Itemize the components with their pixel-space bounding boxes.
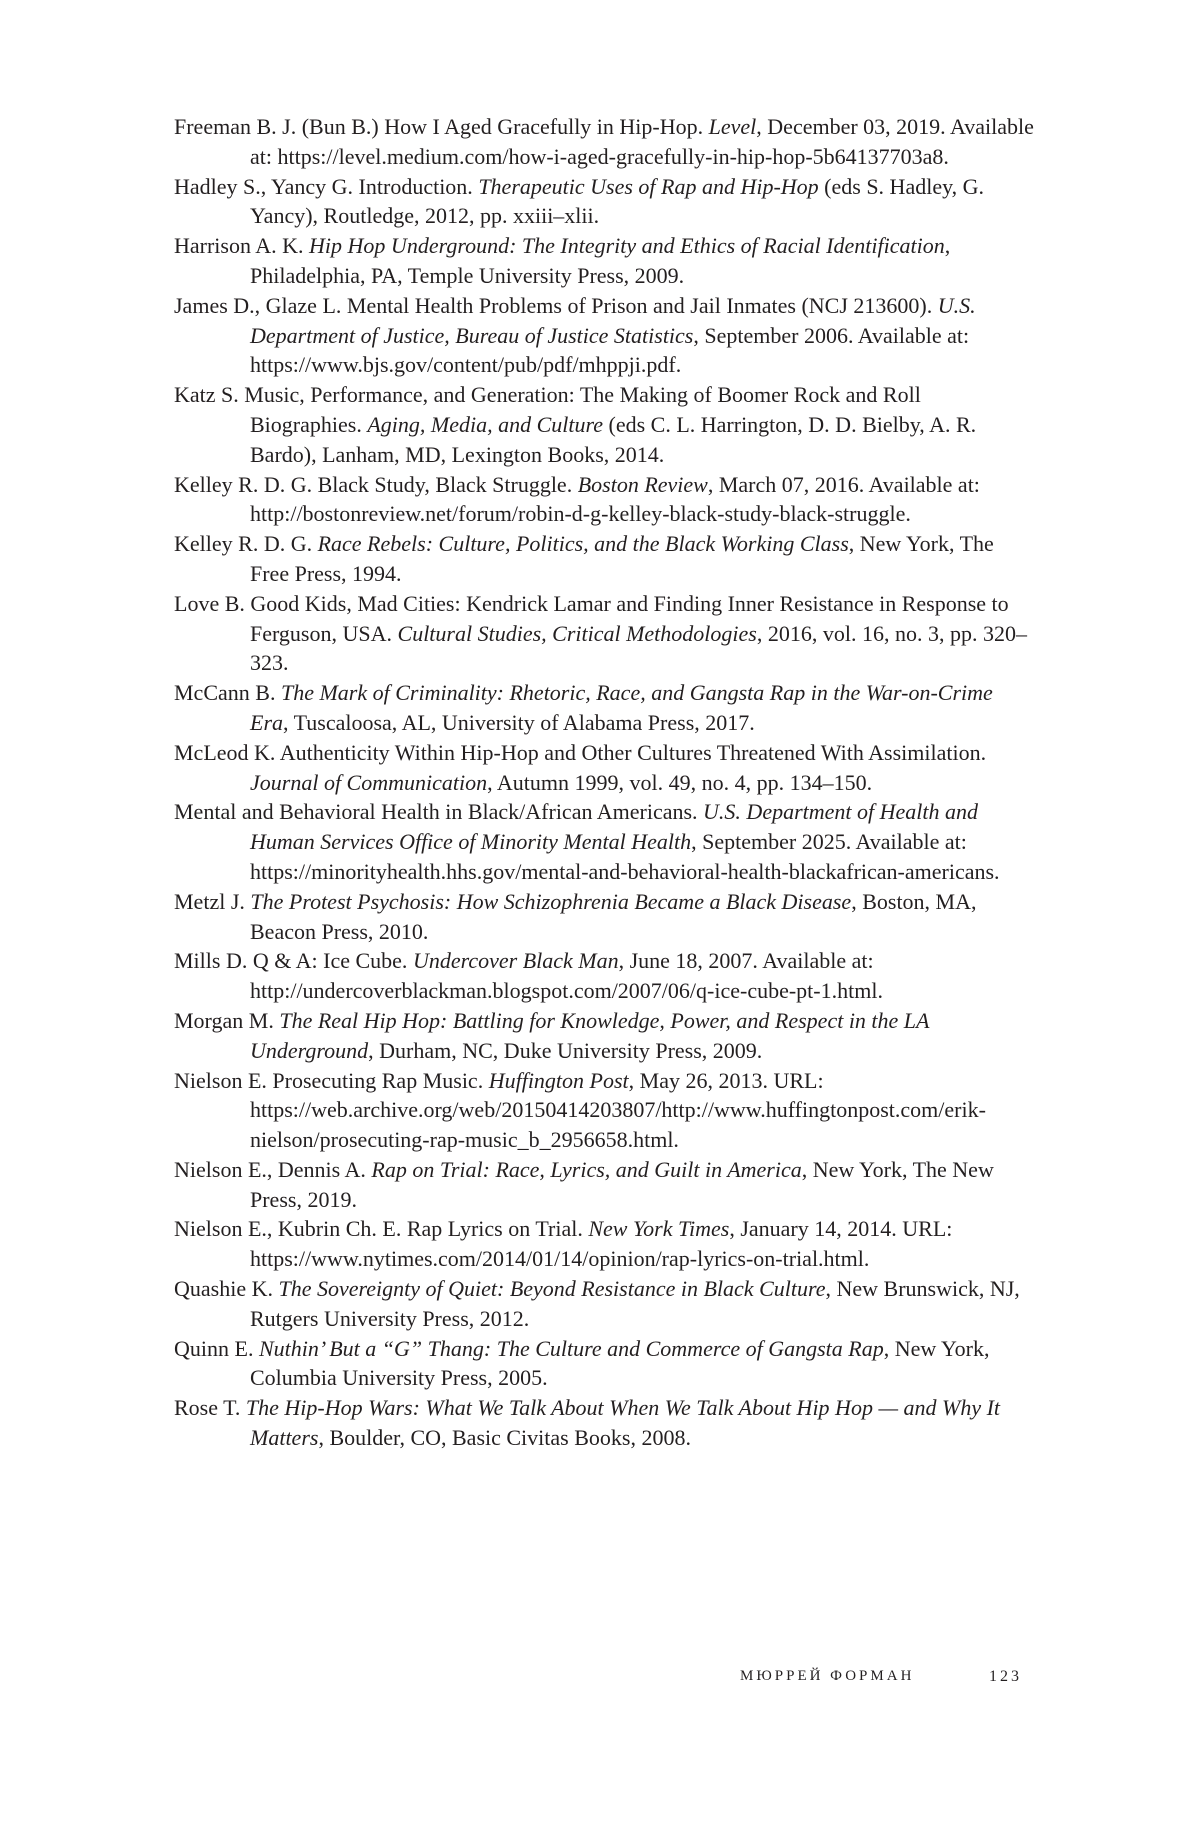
reference-text: Quashie K. bbox=[174, 1276, 279, 1302]
reference-text: Rose T. bbox=[174, 1395, 246, 1421]
reference-text: Quinn E. bbox=[174, 1335, 259, 1361]
reference-title: New York Times bbox=[588, 1216, 730, 1242]
reference-details: , New York, The Free Press, 1994. bbox=[250, 531, 994, 586]
reference-details: , Boulder, CO, Basic Civitas Books, 2008. bbox=[318, 1425, 691, 1451]
reference-entry bbox=[174, 529, 1036, 589]
reference-title: Race Rebels: Culture, Politics, and the Black Working Class bbox=[317, 531, 849, 557]
reference-text: James D., Glaze L. Mental Health Problems of Prison and Jail Inmates (NCJ 213600). bbox=[174, 292, 938, 318]
reference-details: , Boston, MA, Beacon Press, 2010. bbox=[250, 888, 977, 944]
running-footer-author: МЮРРЕЙ ФОРМАН bbox=[740, 1668, 915, 1684]
reference-entry bbox=[174, 231, 1036, 291]
reference-title: Journal of Communication bbox=[250, 769, 488, 795]
reference-title: Nuthin’ But a “G” Thang: The Culture and Commerce of Gangsta Rap bbox=[258, 1335, 884, 1361]
reference-entry bbox=[174, 1006, 1036, 1066]
reference-text: McLeod K. Authenticity Within Hip-Hop and Other Cultures Threatened With Assimilation. bbox=[174, 739, 987, 765]
reference-title: Boston Review bbox=[577, 471, 708, 497]
reference-details: , September 2025. Available at: https://minorityhealth.hhs.gov/mental-and-behavioral-health-blackafrican-americans. bbox=[250, 829, 1000, 884]
reference-text: Love B. Good Kids, Mad Cities: Kendrick Lamar and Finding Inner Resistance in Response to Ferguson, USA. bbox=[174, 590, 1009, 646]
reference-title: U.S. Department of Justice, Bureau of Justice Statistics bbox=[250, 292, 976, 348]
reference-entry bbox=[174, 797, 1036, 886]
reference-details: , Philadelphia, PA, Temple University Press, 2009. bbox=[250, 233, 951, 288]
reference-text: Morgan M. bbox=[174, 1007, 280, 1033]
reference-details: , New York, The New Press, 2019. bbox=[250, 1156, 994, 1212]
reference-details: , Tuscaloosa, AL, University of Alabama Press, 2017. bbox=[283, 709, 755, 735]
reference-details: , May 26, 2013. URL: https://web.archive.org/web/20150414203807/http://www.huffingtonpost.com/erik-nielson/prosecuting-rap-music_b_2956658.html. bbox=[250, 1067, 986, 1153]
reference-text: Harrison A. K. bbox=[174, 233, 310, 259]
page-footer bbox=[740, 1668, 1040, 1698]
reference-text: Nielson E. Prosecuting Rap Music. bbox=[174, 1067, 489, 1093]
reference-details: , March 07, 2016. Available at: http://bostonreview.net/forum/robin-d-g-kelley-black-study-black-struggle. bbox=[250, 471, 980, 527]
reference-entry bbox=[174, 887, 1036, 947]
reference-details: , Durham, NC, Duke University Press, 2009. bbox=[368, 1037, 763, 1063]
reference-text: Katz S. Music, Performance, and Generation: The Making of Boomer Rock and Roll Biographies. bbox=[174, 382, 921, 437]
reference-title: The Sovereignty of Quiet: Beyond Resistance in Black Culture bbox=[278, 1276, 826, 1302]
reference-text: Nielson E., Dennis A. bbox=[174, 1156, 372, 1182]
reference-title: U.S. Department of Health and Human Services Office of Minority Mental Health bbox=[250, 799, 979, 855]
page-number: 123 bbox=[989, 1668, 1022, 1685]
reference-title: Huffington Post bbox=[488, 1067, 629, 1093]
reference-text: Nielson E., Kubrin Ch. E. Rap Lyrics on Trial. bbox=[174, 1216, 589, 1242]
reference-text: Freeman B. J. (Bun B.) How I Aged Gracefully in Hip-Hop. bbox=[174, 114, 709, 139]
reference-details: (eds S. Hadley, G. Yancy), Routledge, 2012, pp. xxiii–xlii. bbox=[250, 173, 985, 229]
reference-details: , January 14, 2014. URL: https://www.nytimes.com/2014/01/14/opinion/rap-lyrics-on-trial.html. bbox=[250, 1216, 953, 1272]
reference-details: , New Brunswick, NJ, Rutgers University Press, 2012. bbox=[250, 1276, 1020, 1331]
reference-text: Hadley S., Yancy G. Introduction. bbox=[174, 173, 479, 199]
reference-details: , September 2006. Available at: https://www.bjs.gov/content/pub/pdf/mhppji.pdf. bbox=[250, 322, 970, 378]
reference-entry bbox=[174, 946, 1036, 1006]
reference-details: (eds C. L. Harrington, D. D. Bielby, A. R. Bardo), Lanham, MD, Lexington Books, 2014. bbox=[250, 411, 977, 467]
reference-details: , 2016, vol. 16, no. 3, pp. 320–323. bbox=[250, 620, 1027, 676]
reference-title: Cultural Studies, Critical Methodologies bbox=[397, 620, 757, 646]
reference-entry bbox=[174, 1393, 1036, 1453]
reference-details: , Autumn 1999, vol. 49, no. 4, pp. 134–150. bbox=[487, 769, 873, 795]
reference-entry bbox=[174, 380, 1036, 469]
reference-title: Aging, Media, and Culture bbox=[367, 411, 603, 437]
reference-entry bbox=[174, 112, 1036, 172]
reference-title: The Mark of Criminality: Rhetoric, Race, and Gangsta Rap in the War-on-Crime Era bbox=[250, 680, 993, 735]
reference-title: The Hip-Hop Wars: What We Talk About When We Talk About Hip Hop — and Why It Matters bbox=[245, 1395, 1001, 1451]
reference-details: , New York, Columbia University Press, 2005. bbox=[250, 1335, 990, 1391]
reference-entry bbox=[174, 1274, 1036, 1334]
reference-entry bbox=[174, 1066, 1036, 1155]
reference-details: , December 03, 2019. Available at: https://level.medium.com/how-i-aged-gracefully-in-hip-hop-5b64137703a8. bbox=[250, 114, 1034, 169]
reference-entry bbox=[174, 470, 1036, 530]
reference-entry bbox=[174, 172, 1036, 232]
reference-text: Kelley R. D. G. Black Study, Black Struggle. bbox=[174, 471, 578, 497]
reference-text: Metzl J. bbox=[174, 888, 251, 914]
reference-details: , June 18, 2007. Available at: http://undercoverblackman.blogspot.com/2007/06/q-ice-cube-pt-1.html. bbox=[250, 948, 883, 1004]
reference-text: Mills D. Q & A: Ice Cube. bbox=[174, 948, 413, 974]
reference-title: Level bbox=[708, 114, 757, 139]
reference-title: The Protest Psychosis: How Schizophrenia Became a Black Disease bbox=[250, 888, 852, 914]
reference-entry bbox=[174, 678, 1036, 738]
reference-entry bbox=[174, 738, 1036, 798]
reference-text: Kelley R. D. G. bbox=[174, 531, 318, 557]
reference-entry bbox=[174, 1155, 1036, 1215]
reference-entry bbox=[174, 291, 1036, 380]
reference-entry bbox=[174, 1214, 1036, 1274]
reference-title: Rap on Trial: Race, Lyrics, and Guilt in America bbox=[371, 1156, 802, 1182]
reference-title: Undercover Black Man bbox=[412, 948, 619, 974]
references-list bbox=[174, 112, 1036, 1453]
reference-entry bbox=[174, 589, 1036, 678]
reference-title: Therapeutic Uses of Rap and Hip-Hop bbox=[478, 173, 819, 199]
reference-title: Hip Hop Underground: The Integrity and Ethics of Racial Identification bbox=[309, 233, 945, 259]
reference-entry bbox=[174, 1334, 1036, 1394]
reference-title: The Real Hip Hop: Battling for Knowledge, Power, and Respect in the LA Underground bbox=[250, 1007, 930, 1063]
reference-text: Mental and Behavioral Health in Black/African Americans. bbox=[174, 799, 704, 825]
reference-text: McCann B. bbox=[174, 680, 281, 706]
